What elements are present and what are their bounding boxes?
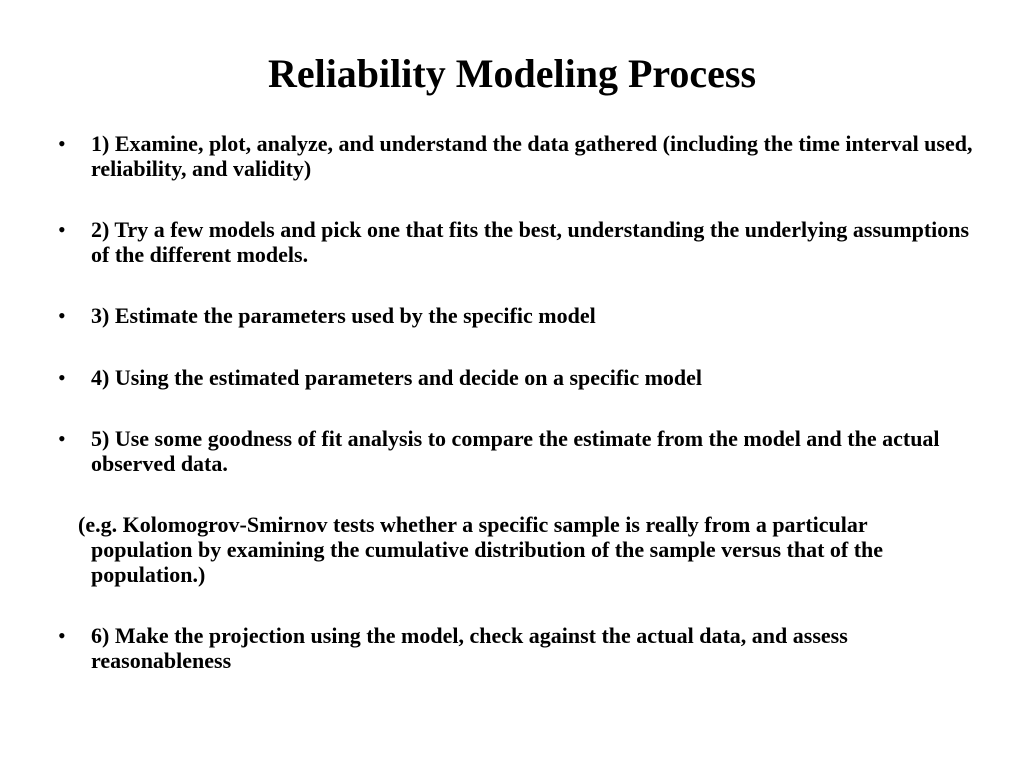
bullet-icon: • [58, 426, 66, 451]
list-item-text: 2) Try a few models and pick one that fits the best, understanding the underlying assumptions of the different models. [91, 217, 970, 267]
list-item [58, 131, 978, 181]
bullet-icon: • [58, 365, 66, 390]
list-item [58, 217, 978, 267]
bullet-icon: • [58, 623, 66, 648]
list-item-text: 6) Make the projection using the model, check against the actual data, and assess reasonableness [91, 623, 848, 673]
example-note [78, 512, 958, 587]
list-item-text: 3) Estimate the parameters used by the specific model [91, 303, 596, 328]
bullet-icon: • [58, 217, 66, 242]
list-item-text: 1) Examine, plot, analyze, and understand the data gathered (including the time interval used, reliability, and validity) [91, 131, 973, 181]
bullet-icon: • [58, 131, 66, 156]
list-item [58, 623, 978, 673]
list-item [58, 303, 978, 328]
list-item-text: 4) Using the estimated parameters and decide on a specific model [91, 365, 703, 390]
list-item [58, 365, 978, 390]
list-item-text: 5) Use some goodness of fit analysis to compare the estimate from the model and the actual observed data. [91, 426, 940, 476]
slide-title: Reliability Modeling Process [267, 51, 757, 96]
bullet-icon: • [58, 303, 66, 328]
example-note-text: (e.g. Kolomogrov-Smirnov tests whether a specific sample is really from a particular population by examining the cumulative distribution of the sample versus that of the population.) [78, 512, 884, 587]
list-item [58, 426, 978, 476]
